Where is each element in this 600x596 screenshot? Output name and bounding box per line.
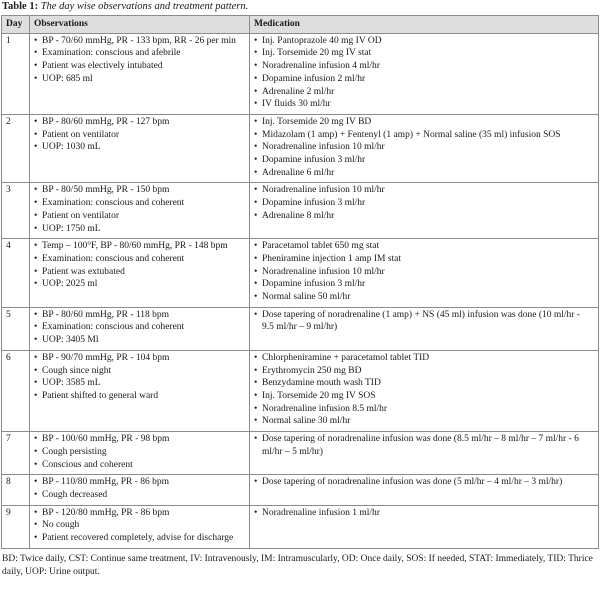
medication-cell (250, 350, 599, 431)
observation-item: • UOP: 3585 mL (34, 377, 245, 390)
medication-item: • Inj. Torsemide 20 mg IV BD (254, 116, 594, 129)
day-cell: 6 (2, 350, 30, 431)
medication-cell (250, 432, 599, 475)
medication-item: • Erythromycin 250 mg BD (254, 365, 594, 378)
medication-list (254, 352, 594, 428)
observation-item: • Examination: conscious and coherent (34, 197, 245, 210)
medication-item: • Dose tapering of noradrenaline infusion was done (5 ml/hr – 4 ml/hr – 3 ml/hr) (254, 476, 594, 489)
day-cell: 4 (2, 239, 30, 308)
observation-item: • UOP: 2025 ml (34, 278, 245, 291)
observation-item: • Patient was electively intubated (34, 60, 245, 73)
observation-item: • Examination: conscious and coherent (34, 321, 245, 334)
medication-list (254, 116, 594, 180)
medication-item: • Dose tapering of noradrenaline (1 amp) + NS (45 ml) infusion was done (10 ml/hr - 9.5 ml/hr – 9 ml/hr) (254, 309, 594, 334)
medication-item: • Dopamine infusion 3 ml/hr (254, 278, 594, 291)
table-row (2, 475, 599, 505)
table-row (2, 33, 599, 114)
medication-item: • Midazolam (1 amp) + Fentenyl (1 amp) + Normal saline (35 ml) infusion SOS (254, 129, 594, 142)
observation-item: • Examination: conscious and afebrile (34, 47, 245, 60)
medication-item: • Benzydamine mouth wash TID (254, 377, 594, 390)
medication-item: • Dopamine infusion 3 ml/hr (254, 197, 594, 210)
medication-list (254, 309, 594, 334)
medication-item: • Noradrenaline infusion 4 ml/hr (254, 60, 594, 73)
observation-item: • Cough decreased (34, 489, 245, 502)
observations-list (34, 309, 245, 347)
medication-item: • Adrenaline 2 ml/hr (254, 86, 594, 99)
medication-item: • Normal saline 50 ml/hr (254, 291, 594, 304)
header-observations: Observations (30, 16, 250, 34)
observation-item: • Examination: conscious and coherent (34, 253, 245, 266)
observations-list (34, 433, 245, 471)
medication-cell (250, 114, 599, 183)
table-row (2, 432, 599, 475)
header-day: Day (2, 16, 30, 34)
medication-list (254, 184, 594, 222)
day-cell: 8 (2, 475, 30, 505)
medication-item: • Pheniramine injection 1 amp IM stat (254, 253, 594, 266)
observation-item: • BP - 80/50 mmHg, PR - 150 bpm (34, 184, 245, 197)
table-row (2, 114, 599, 183)
table-body (2, 33, 599, 548)
medication-item: • IV fluids 30 ml/hr (254, 98, 594, 111)
observation-item: • UOP: 1030 mL (34, 141, 245, 154)
observation-item: • UOP: 3405 Ml (34, 334, 245, 347)
observation-item: • Patient on ventilator (34, 129, 245, 142)
observations-cell (30, 350, 250, 431)
table-header-row (2, 16, 599, 34)
medication-list (254, 433, 594, 458)
medication-list (254, 507, 594, 520)
observations-cell (30, 475, 250, 505)
table-caption-label: Table 1: (2, 1, 39, 12)
observations-cell (30, 505, 250, 548)
observation-item: • Conscious and coherent (34, 459, 245, 472)
observations-list (34, 184, 245, 235)
observation-item: • Patient on ventilator (34, 210, 245, 223)
medication-item: • Dopamine infusion 2 ml/hr (254, 73, 594, 86)
observation-item: • Temp – 100°F, BP - 80/60 mmHg, PR - 148 bpm (34, 240, 245, 253)
medication-list (254, 35, 594, 111)
observation-item: • Cough persisting (34, 446, 245, 459)
observations-list (34, 352, 245, 403)
day-cell: 1 (2, 33, 30, 114)
observations-cell (30, 114, 250, 183)
table-row (2, 350, 599, 431)
table-row (2, 307, 599, 350)
medication-item: • Inj. Torsemide 20 mg IV stat (254, 47, 594, 60)
observations-cell (30, 432, 250, 475)
medication-item: • Inj. Pantoprazole 40 mg IV OD (254, 35, 594, 48)
medication-cell (250, 239, 599, 308)
observation-item: • Patient recovered completely, advise for discharge (34, 532, 245, 545)
table-row (2, 183, 599, 239)
observation-item: • BP - 120/80 mmHg, PR - 86 bpm (34, 507, 245, 520)
medication-list (254, 240, 594, 304)
medication-list (254, 476, 594, 489)
treatment-table (1, 15, 599, 549)
day-cell: 3 (2, 183, 30, 239)
observation-item: • No cough (34, 519, 245, 532)
observation-item: • UOP: 685 ml (34, 73, 245, 86)
medication-cell (250, 475, 599, 505)
day-cell: 9 (2, 505, 30, 548)
observations-list (34, 35, 245, 86)
medication-item: • Dopamine infusion 3 ml/hr (254, 154, 594, 167)
observation-item: • BP - 90/70 mmHg, PR - 104 bpm (34, 352, 245, 365)
medication-item: • Dose tapering of noradrenaline infusion was done (8.5 ml/hr – 8 ml/hr – 7 ml/hr - 6 ml/hr – 5 ml/hr) (254, 433, 594, 458)
medication-item: • Noradrenaline infusion 10 ml/hr (254, 141, 594, 154)
medication-cell (250, 33, 599, 114)
table-caption-title: The day wise observations and treatment pattern. (40, 1, 249, 12)
observation-item: • BP - 80/60 mmHg, PR - 118 bpm (34, 309, 245, 322)
medication-item: • Normal saline 30 ml/hr (254, 415, 594, 428)
day-cell: 2 (2, 114, 30, 183)
observations-cell (30, 183, 250, 239)
header-medication: Medication (250, 16, 599, 34)
observation-item: • Patient shifted to general ward (34, 390, 245, 403)
medication-cell (250, 307, 599, 350)
observations-cell (30, 33, 250, 114)
observation-item: • UOP: 1750 mL (34, 223, 245, 236)
table-row (2, 239, 599, 308)
medication-item: • Inj. Torsemide 20 mg IV SOS (254, 390, 594, 403)
observation-item: • BP - 80/60 mmHg, PR - 127 bpm (34, 116, 245, 129)
medication-item: • Noradrenaline infusion 1 ml/hr (254, 507, 594, 520)
day-cell: 5 (2, 307, 30, 350)
medication-cell (250, 183, 599, 239)
medication-item: • Adrenaline 6 ml/hr (254, 167, 594, 180)
table-row (2, 505, 599, 548)
medication-item: • Noradrenaline infusion 10 ml/hr (254, 266, 594, 279)
observations-cell (30, 307, 250, 350)
observation-item: • BP - 100/60 mmHg, PR - 98 bpm (34, 433, 245, 446)
observations-list (34, 507, 245, 545)
medication-item: • Adrenaline 8 ml/hr (254, 210, 594, 223)
observation-item: • BP - 110/80 mmHg, PR - 86 bpm (34, 476, 245, 489)
table-footnote: BD: Twice daily, CST: Continue same treatment, IV: Intravenously, IM: Intramuscularly, OD: Once daily, SOS: If needed, STAT: Immediately, TID: Thrice daily, UOP: Urine output. (2, 553, 593, 578)
medication-cell (250, 505, 599, 548)
observation-item: • Cough since night (34, 365, 245, 378)
medication-item: • Noradrenaline infusion 8.5 ml/hr (254, 403, 594, 416)
observation-item: • BP - 70/60 mmHg, PR - 133 bpm, RR - 26 per min (34, 35, 245, 48)
observations-list (34, 116, 245, 154)
medication-item: • Chlorpheniramine + paracetamol tablet TID (254, 352, 594, 365)
day-cell: 7 (2, 432, 30, 475)
medication-item: • Noradrenaline infusion 10 ml/hr (254, 184, 594, 197)
observation-item: • Patient was extubated (34, 266, 245, 279)
medication-item: • Paracetamol tablet 650 mg stat (254, 240, 594, 253)
table-caption (2, 0, 599, 13)
observations-list (34, 240, 245, 291)
observations-list (34, 476, 245, 501)
observations-cell (30, 239, 250, 308)
